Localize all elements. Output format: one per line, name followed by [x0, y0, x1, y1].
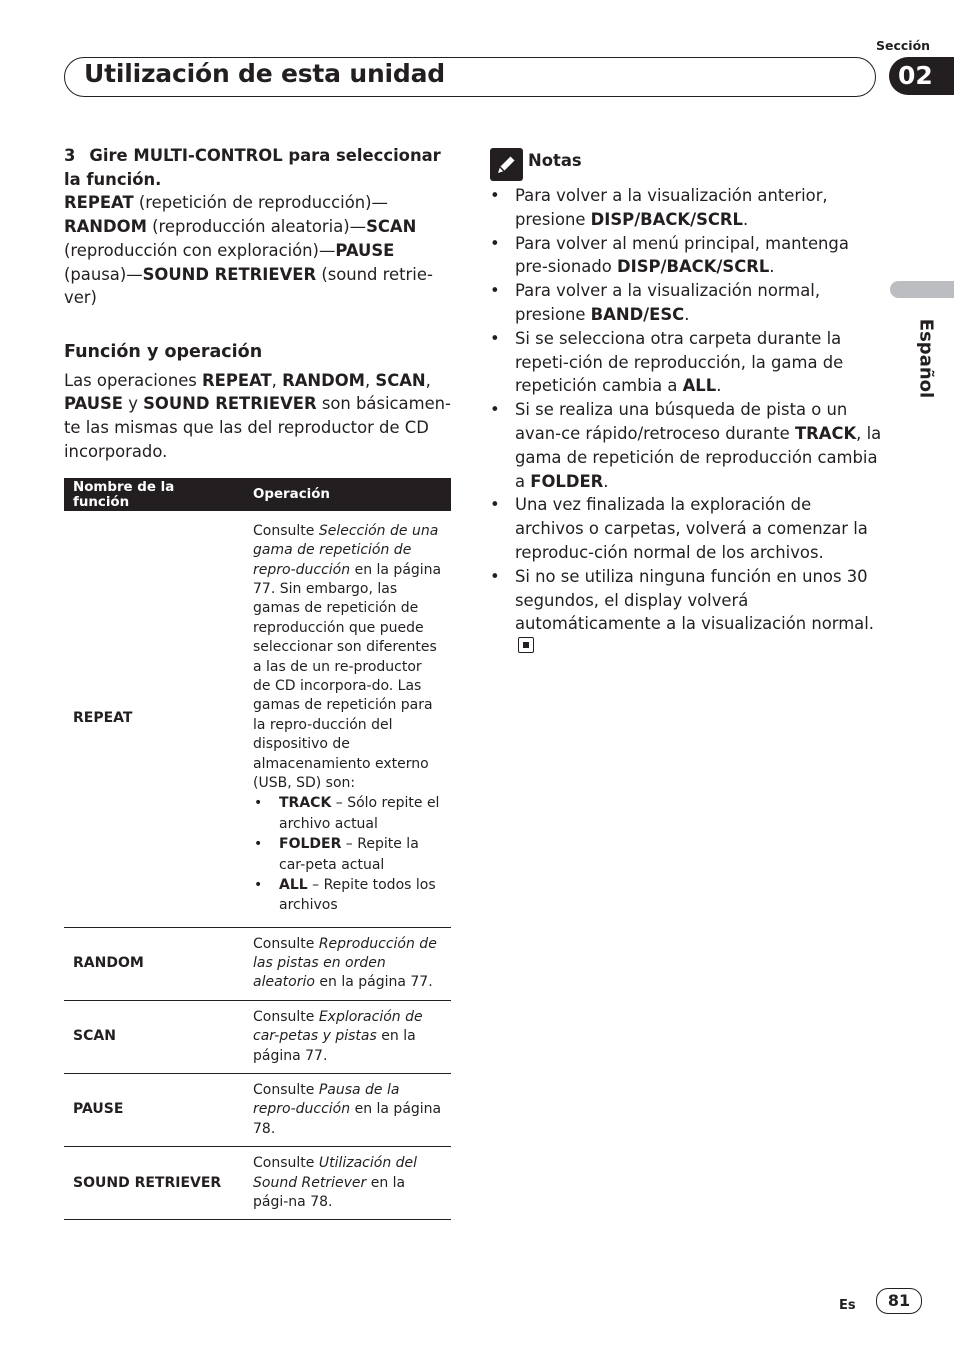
function-operation [244, 927, 451, 1000]
intro-term: SOUND RETRIEVER [143, 394, 317, 414]
list-item [488, 565, 883, 660]
function-name: REPEAT [64, 511, 244, 927]
cross-reference: Exploración de car-petas y pistas [253, 1008, 423, 1045]
list-item [488, 232, 883, 280]
note-key: TRACK [794, 423, 857, 443]
table-row [64, 511, 451, 927]
list-item [253, 834, 442, 875]
table-header-row [64, 478, 451, 511]
note-text: Si se selecciona otra carpeta durante la repeti-ción de reproducción, la gama de repetición cambia a [515, 328, 844, 396]
page-ref: en la página 77. [314, 974, 433, 991]
notes-title: Notas [528, 151, 582, 170]
list-item [253, 793, 442, 834]
table-row [64, 1000, 451, 1073]
mode-name: PAUSE [335, 240, 395, 260]
range-desc: – Sólo repite el archivo actual [279, 795, 440, 832]
section-label: Sección [876, 38, 931, 53]
language-tab-label: Español [915, 318, 937, 399]
page-number: 81 [876, 1288, 922, 1314]
function-operation [244, 1147, 451, 1220]
note-tail: . [742, 209, 749, 229]
list-item [488, 493, 883, 564]
intro-paragraph: Las operaciones REPEAT, RANDOM, SCAN, PAUSE y SOUND RETRIEVER son básicamen-te las mismas que las del reproductor de CD incorporado. [64, 370, 451, 461]
note-tail: . [684, 304, 690, 324]
cross-reference: Utilización del Sound Retriever [253, 1155, 418, 1191]
function-name: SOUND RETRIEVER [64, 1147, 244, 1220]
note-key: FOLDER [530, 471, 604, 491]
note-text: Para volver a la visualización anterior, presione [515, 186, 828, 229]
mode-desc: (reproducción aleatoria)— [146, 217, 367, 237]
mode-desc: (repetición de reproducción)— [133, 193, 388, 213]
mode-desc: (reproducción con exploración)— [64, 240, 336, 260]
function-name: SCAN [64, 1000, 244, 1073]
note-key: DISP/BACK/SCRL [616, 257, 770, 277]
function-table [64, 478, 451, 1220]
mode-desc: (pausa)— [64, 264, 143, 284]
note-key: DISP/BACK/SCRL [590, 209, 743, 229]
range-desc: – Repite todos los archivos [279, 877, 436, 914]
note-tail: . [716, 376, 722, 396]
consult-text: Consulte [253, 1081, 319, 1098]
mode-name: RANDOM [64, 217, 147, 237]
mode-desc: (sound retrie-ver) [64, 264, 433, 308]
consult-text: Consulte [253, 935, 319, 952]
range-name: TRACK [279, 795, 332, 812]
intro-text: son básicamen-te las mismas que las del reproductor de CD incorporado. [64, 394, 451, 461]
column-header: Operación [244, 478, 451, 511]
step-instruction [64, 144, 454, 191]
list-item [488, 279, 883, 327]
intro-term: REPEAT [202, 370, 272, 390]
page-ref: en la página 78. [253, 1101, 442, 1137]
mode-name: SCAN [366, 217, 417, 237]
intro-term: SCAN [375, 370, 426, 390]
notes-list [488, 184, 883, 660]
note-text: Si se realiza una búsqueda de pista o un avan-ce rápido/retroceso durante [515, 400, 848, 443]
subheading: Función y operación [64, 341, 263, 362]
function-operation [244, 1000, 451, 1073]
note-text: Para volver al menú principal, mantenga pre-sionado [515, 233, 849, 277]
range-name: FOLDER [279, 836, 342, 853]
step-number: 3 [64, 146, 76, 165]
mode-name: REPEAT [64, 193, 134, 213]
table-row [64, 1073, 451, 1146]
language-tab-bar [890, 281, 954, 298]
note-key: BAND/ESC [590, 304, 685, 324]
section-number-badge: 02 [889, 57, 954, 95]
list-item [488, 327, 883, 398]
pencil-note-icon [490, 148, 523, 181]
intro-text: Las operaciones [64, 370, 203, 390]
list-item [488, 184, 883, 232]
note-tail: , la gama de repetición de reproducción cambia a [515, 423, 882, 491]
cross-reference: Pausa de la repro-ducción [253, 1081, 400, 1118]
column-header: Nombre de la función [64, 478, 244, 511]
table-row [64, 1147, 451, 1220]
page-ref: en la página 77. [253, 1028, 416, 1064]
modes-sequence [64, 191, 454, 310]
consult-text: Consulte [253, 1008, 319, 1025]
note-text: Si no se utiliza ninguna función en unos 30 segundos, el display volverá automáticamente a la visualización normal. [515, 566, 874, 634]
note-tail: . [603, 471, 609, 491]
function-name: PAUSE [64, 1073, 244, 1146]
consult-text: Consulte [253, 1155, 319, 1172]
page-ref: en la página 77. [253, 561, 442, 597]
consult-text: Consulte [253, 522, 319, 539]
note-text: Una vez finalizada la exploración de archivos o carpetas, volverá a comenzar la reproduc-ción normal de los archivos. [515, 495, 868, 562]
intro-term: RANDOM [282, 370, 365, 390]
note-text: Para volver a la visualización normal, presione [515, 281, 821, 324]
function-operation [244, 1073, 451, 1146]
end-of-section-icon [518, 637, 534, 653]
operation-detail: Sin embargo, las gamas de repetición de reproducción que puede seleccionar son diferentes a las de un re-productor de CD incorpora-do. Las gamas de repetición para la repro-ducción del dispositivo de almacenamiento externo (USB, SD) son: [253, 580, 437, 791]
intro-text: y [123, 394, 144, 414]
list-item [253, 875, 442, 916]
note-key: ALL [682, 376, 717, 396]
function-name: RANDOM [64, 927, 244, 1000]
step-text: Gire MULTI-CONTROL para seleccionar la función. [64, 146, 441, 189]
note-tail: . [769, 257, 775, 277]
function-operation [244, 511, 451, 927]
language-code: Es [839, 1298, 856, 1313]
page-title: Utilización de esta unidad [84, 59, 445, 88]
repeat-range-list [253, 793, 442, 915]
list-item [488, 398, 883, 493]
range-name: ALL [279, 877, 308, 893]
left-column [64, 144, 454, 463]
cross-reference: Selección de una gama de repetición de repro-ducción [253, 522, 439, 578]
cross-reference: Reproducción de las pistas en orden aleatorio [253, 935, 437, 991]
mode-name: SOUND RETRIEVER [142, 264, 317, 284]
range-desc: – Repite la car-peta actual [279, 836, 419, 873]
notes-header [490, 148, 523, 181]
intro-term: PAUSE [64, 394, 123, 414]
table-row [64, 927, 451, 1000]
page-ref: en la pági-na 78. [253, 1174, 406, 1210]
